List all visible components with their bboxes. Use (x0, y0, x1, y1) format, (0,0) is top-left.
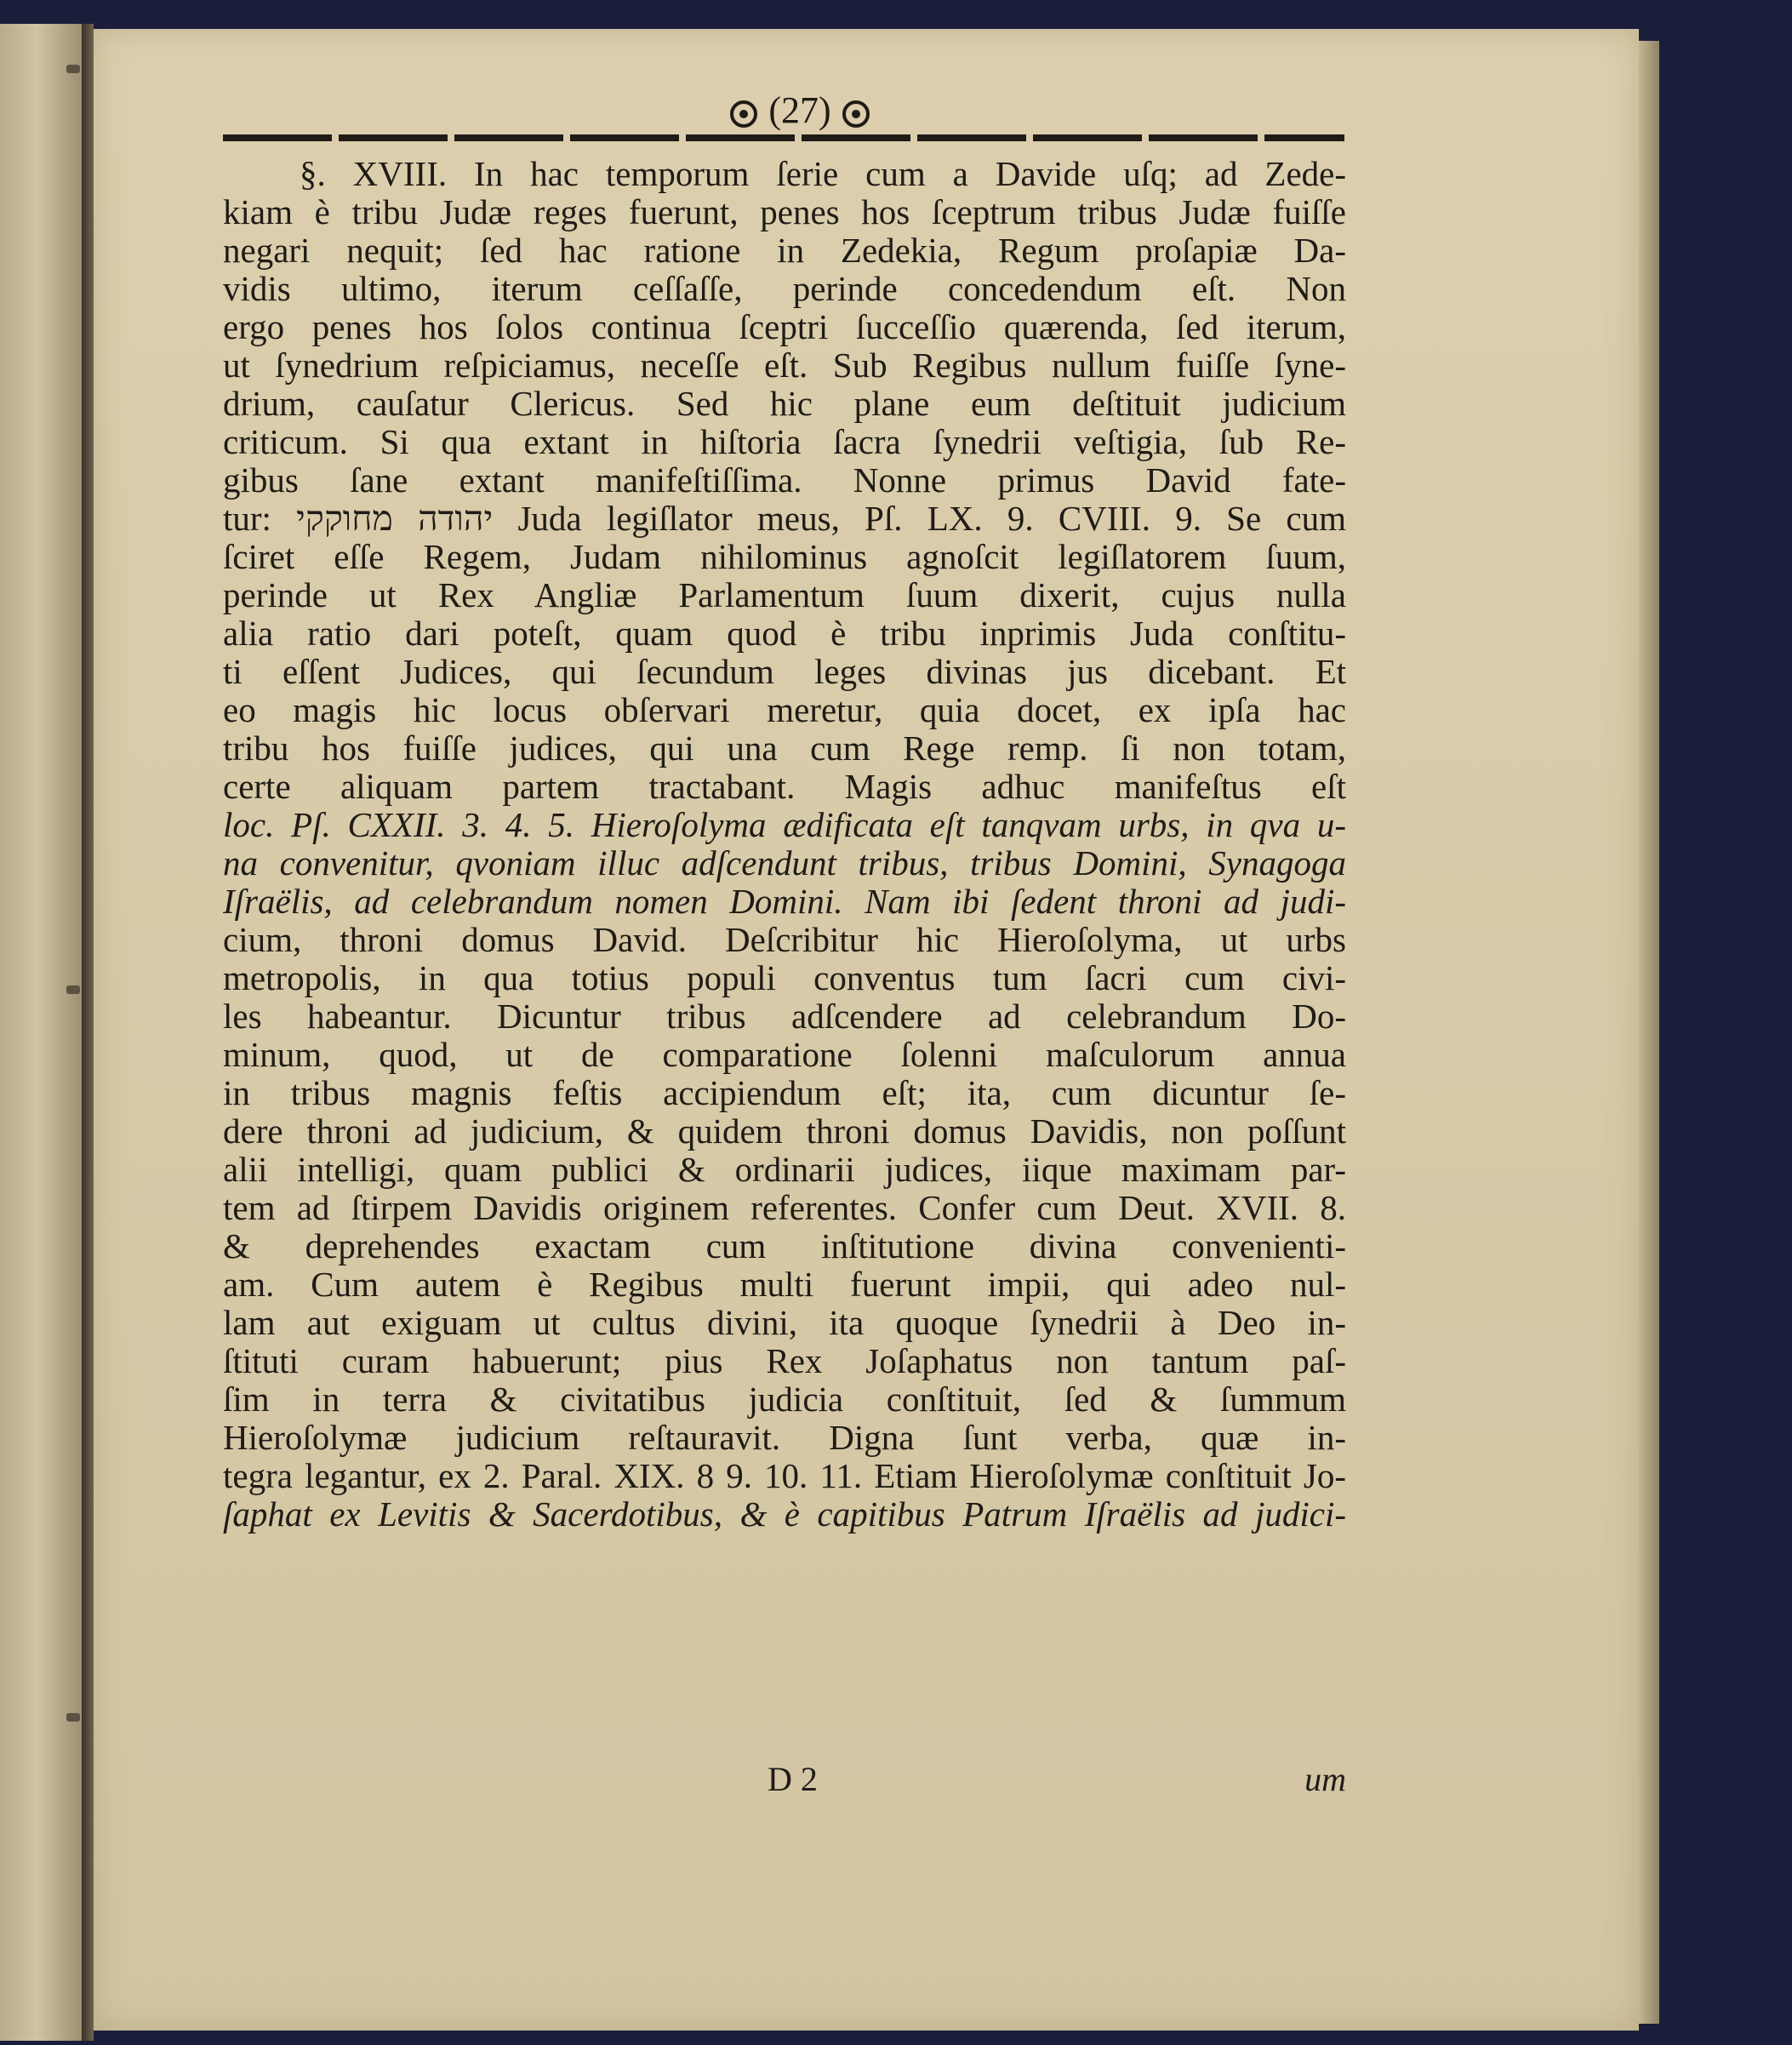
text-line: ti eſſent Judices, qui ſecundum leges divinas jus dicebant. Et (223, 653, 1346, 691)
page-notch (66, 985, 80, 994)
text-line: dere throni ad judicium, & quidem throni domus Davidis, non poſſunt (223, 1112, 1346, 1151)
text-line: perinde ut Rex Angliæ Parlamentum ſuum dixerit, cujus nulla (223, 576, 1346, 614)
text-line: tegra legantur, ex 2. Paral. XIX. 8 9. 10. 11. Etiam Hieroſolymæ conſtituit Jo- (223, 1457, 1346, 1495)
text-line: & deprehendes exactam cum inſtitutione divina convenienti- (223, 1227, 1346, 1265)
text-line: minum, quod, ut de comparatione ſolenni maſculorum annua (223, 1036, 1346, 1074)
text-line: na convenitur, qvoniam illuc adſcendunt tribus, tribus Domini, Synagoga (223, 844, 1346, 883)
text-line: tur: יהודה מחוקקי Juda legiſlator meus, Pſ. LX. 9. CVIII. 9. Se cum (223, 500, 1346, 538)
facing-page-edge (0, 24, 82, 2041)
catchword: um (1304, 1760, 1346, 1798)
text-line: ſim in terra & civitatibus judicia conſtituit, ſed & ſummum (223, 1380, 1346, 1419)
page-notch (66, 65, 80, 73)
book-gutter (82, 24, 94, 2041)
text-line: ergo penes hos ſolos continua ſceptri ſucceſſio quærenda, ſed iterum, (223, 308, 1346, 346)
text-line: cium, throni domus David. Deſcribitur hic Hieroſolyma, ut urbs (223, 921, 1346, 959)
text-line: criticum. Si qua extant in hiſtoria ſacra ſynedrii veſtigia, ſub Re- (223, 423, 1346, 461)
text-line: tribu hos fuiſſe judices, qui una cum Rege remp. ſi non totam, (223, 729, 1346, 768)
text-line: §. XVIII. In hac temporum ſerie cum a Davide uſq; ad Zede- (300, 155, 1346, 193)
text-line: ſaphat ex Levitis & Sacerdotibus, & è capitibus Patrum Iſraëlis ad judici- (223, 1495, 1346, 1534)
text-line: les habeantur. Dicuntur tribus adſcendere ad celebrandum Do- (223, 997, 1346, 1036)
text-line: Hieroſolymæ judicium reſtauravit. Digna ſunt verba, quæ in- (223, 1419, 1346, 1457)
ornament-icon (841, 99, 871, 129)
text-line: certe aliquam partem tractabant. Magis adhuc manifeſtus eſt (223, 768, 1346, 806)
text-line: Iſraëlis, ad celebrandum nomen Domini. Nam ibi ſedent throni ad judi- (223, 883, 1346, 921)
text-line: loc. Pſ. CXXII. 3. 4. 5. Hieroſolyma ædificata eſt tanqvam urbs, in qva u- (223, 806, 1346, 844)
text-line: kiam è tribu Judæ reges fuerunt, penes hos ſceptrum tribus Judæ fuiſſe (223, 193, 1346, 231)
text-line: ut ſynedrium reſpiciamus, neceſſe eſt. Sub Regibus nullum fuiſſe ſyne- (223, 346, 1346, 385)
signature-mark: D 2 (768, 1760, 818, 1798)
page-footer (223, 1758, 1346, 1801)
text-line: negari nequit; ſed hac ratione in Zedekia, Regum proſapiæ Da- (223, 231, 1346, 270)
ornament-icon (728, 99, 759, 129)
page-edge (1639, 41, 1659, 2024)
text-line: in tribus magnis feſtis accipiendum eſt; ita, cum dicuntur ſe- (223, 1074, 1346, 1112)
page-number: (27) (768, 89, 831, 131)
text-line: alia ratio dari poteſt, quam quod è tribu inprimis Juda conſtitu- (223, 614, 1346, 653)
text-line: metropolis, in qua totius populi conventus tum ſacri cum civi- (223, 959, 1346, 997)
text-line: eo magis hic locus obſervari meretur, quia docet, ex ipſa hac (223, 691, 1346, 729)
header-rule (223, 134, 1344, 141)
page-notch (66, 1713, 80, 1722)
text-line: tem ad ſtirpem Davidis originem referentes. Confer cum Deut. XVII. 8. (223, 1189, 1346, 1227)
text-line: am. Cum autem è Regibus multi fuerunt impii, qui adeo nul- (223, 1265, 1346, 1304)
text-line: alii intelligi, quam publici & ordinarii judices, iique maximam par- (223, 1151, 1346, 1189)
body-text (223, 155, 1346, 1534)
text-line: ſtituti curam habuerunt; pius Rex Joſaphatus non tantum paſ- (223, 1342, 1346, 1380)
text-line: vidis ultimo, iterum ceſſaſſe, perinde concedendum eſt. Non (223, 270, 1346, 308)
text-line: ſciret eſſe Regem, Judam nihilominus agnoſcit legiſlatorem ſuum, (223, 538, 1346, 576)
text-line: drium, cauſatur Clericus. Sed hic plane eum deſtituit judicium (223, 385, 1346, 423)
running-head (672, 85, 927, 136)
text-line: lam aut exiguam ut cultus divini, ita quoque ſynedrii à Deo in- (223, 1304, 1346, 1342)
text-line: gibus ſane extant manifeſtiſſima. Nonne primus David fate- (223, 461, 1346, 500)
